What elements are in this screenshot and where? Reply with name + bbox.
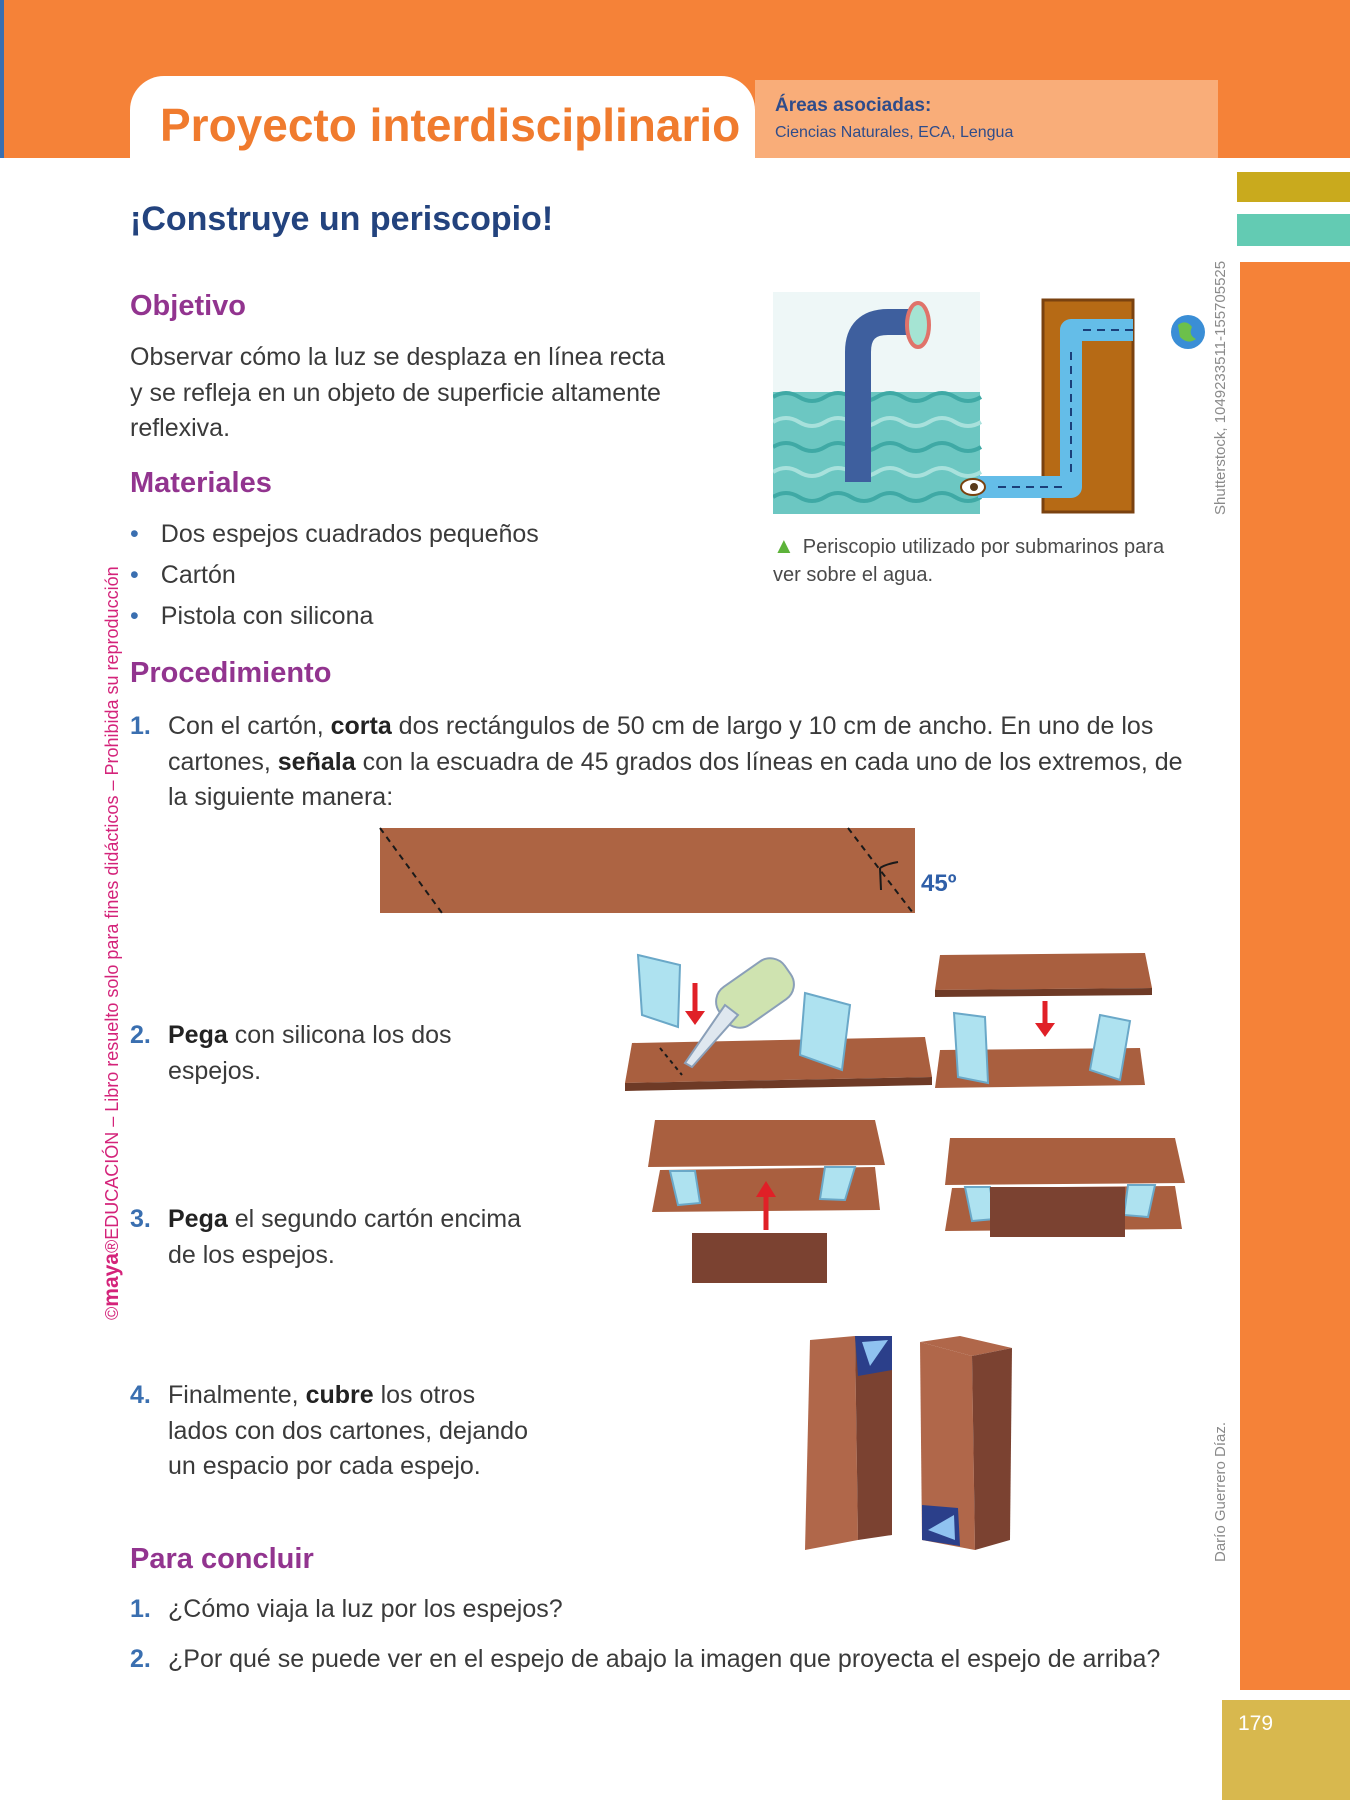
- cardboard-top: [935, 953, 1152, 990]
- materials-heading: Materiales: [130, 467, 272, 499]
- mirror-left-icon: [638, 955, 680, 1027]
- photo-credit: Shutterstock, 1049233511-155705525: [1212, 260, 1229, 515]
- objective-line: Observar cómo la luz se desplaza en línea recta: [130, 343, 665, 371]
- procedure-step-4: 4. Finalmente, cubre los otros lados con dos cartones, dejando un espacio por cada espejo.: [168, 1378, 588, 1485]
- copyright-text: ®EDUCACIÓN – Libro resuelto solo para fines didácticos – Prohibida su reproducción: [102, 566, 122, 1254]
- page-number: 179: [1238, 1712, 1274, 1735]
- objective-text: [130, 340, 665, 447]
- caption-line: ver sobre el agua.: [773, 564, 934, 586]
- copyright-symbol: ©: [102, 1306, 122, 1320]
- question-text: ¿Por qué se puede ver en el espejo de abajo la imagen que proyecta el espejo de arriba?: [168, 1645, 1161, 1673]
- green-triangle-icon: ▲: [773, 533, 795, 558]
- procedure-heading: Procedimiento: [130, 657, 332, 689]
- angle-label: 45º: [921, 870, 957, 897]
- cardboard-top: [945, 1138, 1185, 1185]
- step-number: 2.: [130, 1021, 151, 1049]
- conclude-question-2: [130, 1642, 1228, 1678]
- conclude-heading: Para concluir: [130, 1543, 314, 1575]
- conclude-question-1: [130, 1592, 1228, 1628]
- objective-heading: Objetivo: [130, 290, 247, 322]
- right-orange-column: [1240, 262, 1350, 1690]
- right-teal-bar: [1237, 214, 1350, 246]
- material-label: Cartón: [160, 561, 236, 589]
- areas-list: Ciencias Naturales, ECA, Lengua: [775, 124, 1014, 141]
- procedure-step-1: 1. Con el cartón, corta dos rectángulos de 50 cm de largo y 10 cm de ancho. En uno de los cartones, señala con la escuadra de 45 grados dos líneas en cada uno de los extremos, de la siguiente manera:: [168, 709, 1228, 816]
- cardboard-strip-diagram: [378, 826, 978, 916]
- copyright-notice: [100, 566, 124, 1320]
- periscope-box-left: [805, 1336, 858, 1550]
- mirror-icon: [954, 1013, 988, 1083]
- procedure-step-3: 3. Pega el segundo cartón encima de los espejos.: [168, 1202, 588, 1273]
- periscope-lens-icon: [907, 303, 929, 347]
- step-number: 3.: [130, 1205, 151, 1233]
- step-number: 1.: [130, 712, 151, 740]
- material-item: [130, 561, 236, 590]
- step-2-illustration: [620, 945, 1180, 1095]
- activity-title: ¡Construye un periscopio!: [130, 200, 554, 238]
- mirror-right-icon: [800, 993, 850, 1070]
- material-item: [130, 520, 539, 549]
- side-cardboard: [990, 1187, 1125, 1237]
- step-3-illustration: [640, 1115, 1190, 1290]
- bullet-icon: •: [130, 602, 139, 630]
- cardboard-strip: [380, 828, 915, 913]
- procedure-step-2: 2. Pega con silicona los dos espejos.: [168, 1018, 568, 1089]
- question-number: 2.: [130, 1645, 151, 1673]
- header-left-line: [0, 0, 4, 158]
- areas-box: [755, 80, 1218, 158]
- cardboard-top: [648, 1120, 885, 1167]
- bullet-icon: •: [130, 561, 139, 589]
- brand-logo: maya: [100, 1253, 123, 1307]
- sea-waves: [773, 392, 981, 514]
- illustrator-credit: Darío Guerrero Díaz.: [1212, 1421, 1229, 1562]
- areas-title: Áreas asociadas:: [775, 95, 932, 116]
- page-title: Proyecto interdisciplinario: [160, 99, 741, 151]
- question-text: ¿Cómo viaja la luz por los espejos?: [168, 1595, 563, 1623]
- right-gold-bar: [1237, 172, 1350, 202]
- material-item: [130, 602, 373, 631]
- objective-line: reflexiva.: [130, 414, 231, 442]
- periscope-illustration: [773, 292, 1208, 517]
- side-cardboard: [692, 1233, 827, 1283]
- figure-caption: [773, 532, 1213, 589]
- step-number: 4.: [130, 1381, 151, 1409]
- material-label: Pistola con silicona: [160, 602, 374, 630]
- material-label: Dos espejos cuadrados pequeños: [160, 520, 539, 548]
- objective-line: y se refleja en un objeto de superficie altamente: [130, 378, 661, 407]
- question-number: 1.: [130, 1595, 151, 1623]
- step-4-illustration: [800, 1330, 1020, 1555]
- bullet-icon: •: [130, 520, 139, 548]
- caption-line: Periscopio utilizado por submarinos para: [802, 536, 1165, 558]
